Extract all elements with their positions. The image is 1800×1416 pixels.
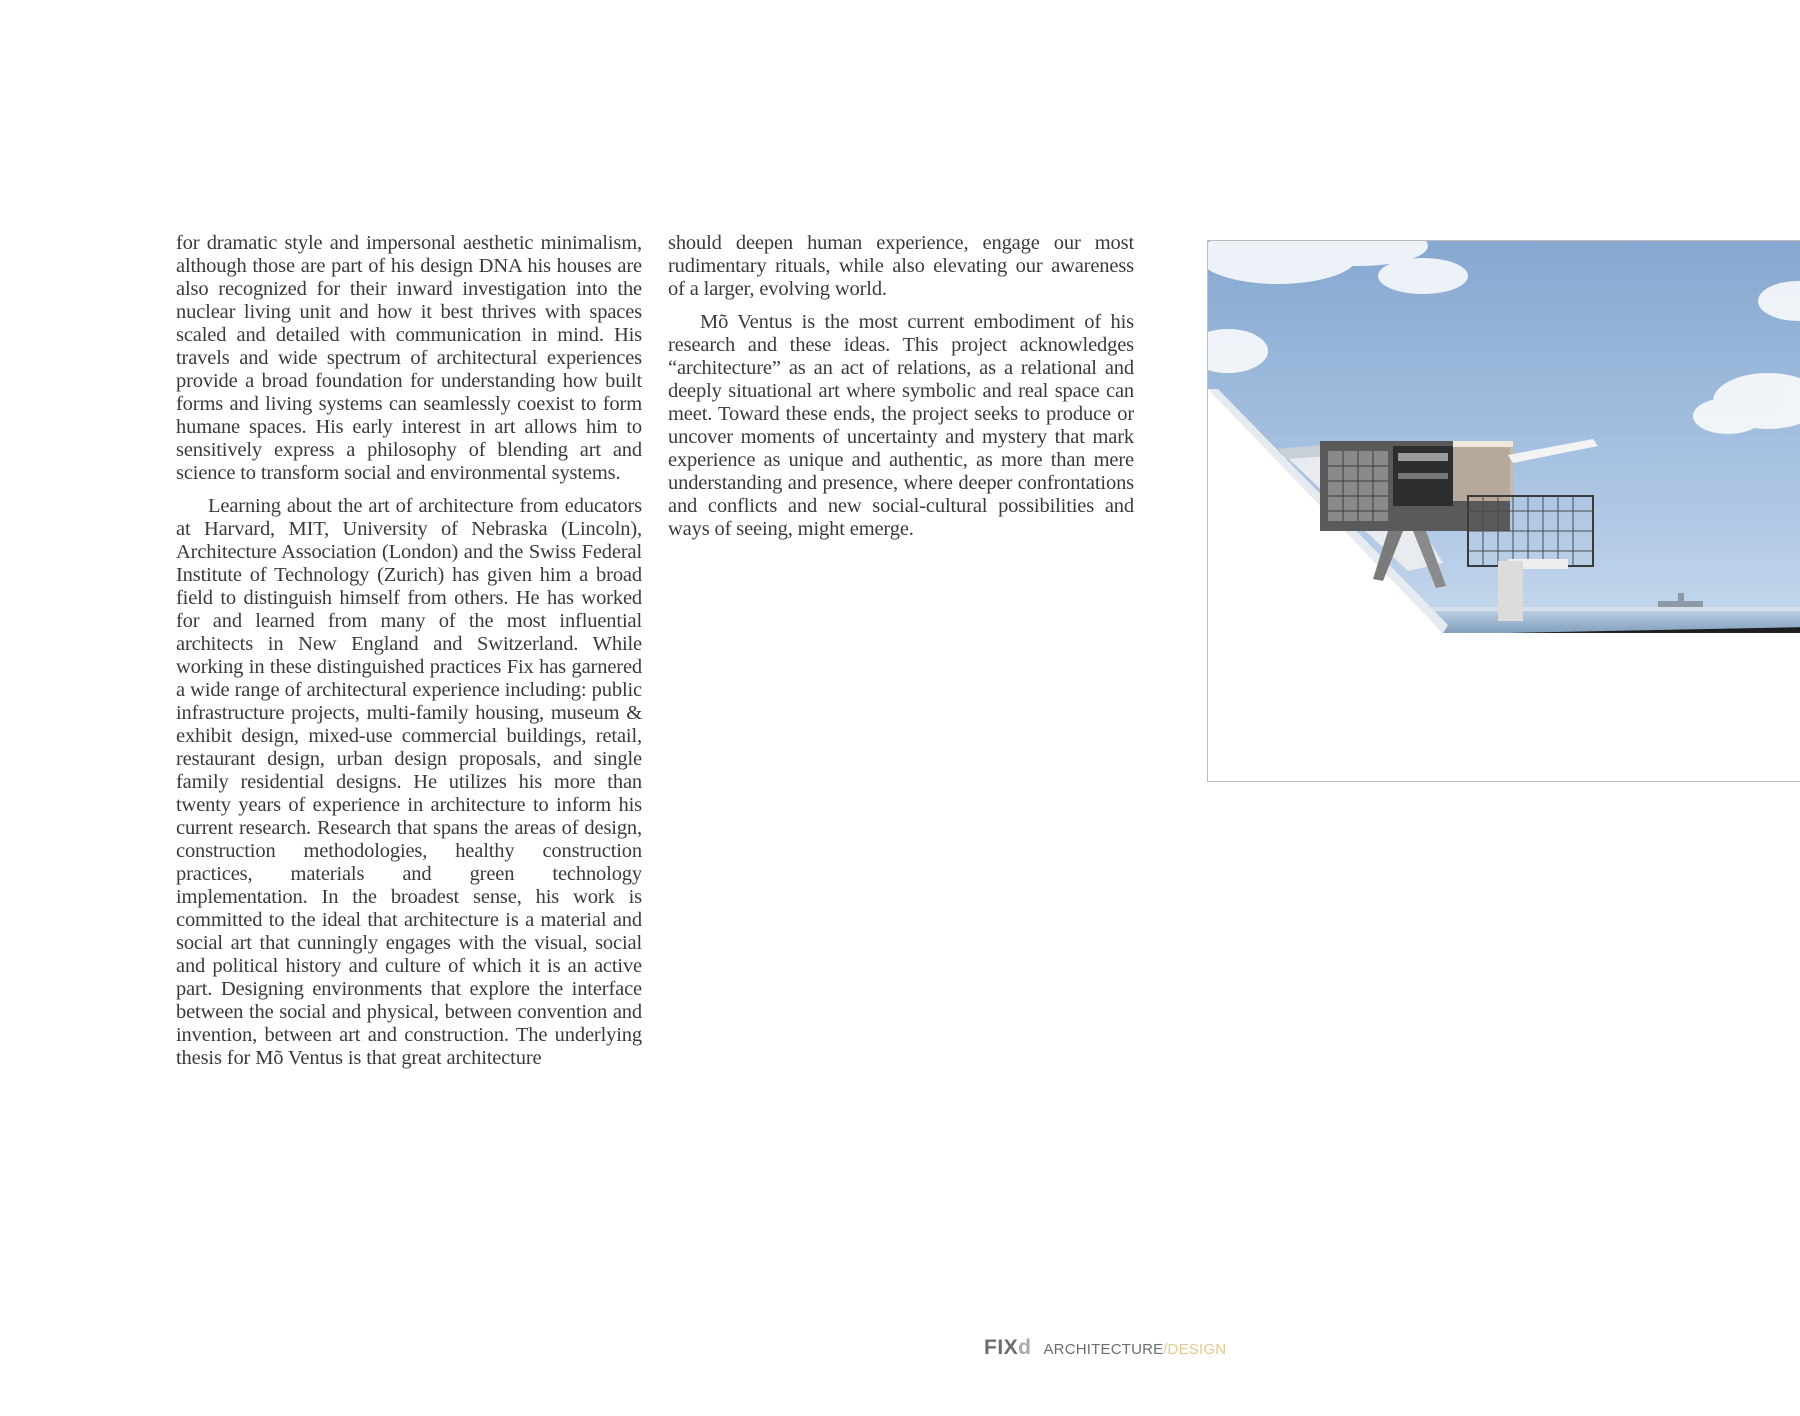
brand-logo-fix: FIX (984, 1336, 1019, 1359)
paragraph: Mõ Ventus is the most current embodiment of his research and these ideas. This project acknowledges “architecture” as an act of relations, as a relational and deeply situational art where symbolic and real space can meet. Toward these ends, the project seeks to produce or uncover moments of uncertainty and mystery that mark experience as unique and authentic, as more than mere understanding and presence, where deeper confrontations and conflicts and new social-cultural possibilities and ways of seeing, might emerge. (668, 311, 1134, 540)
paragraph: Learning about the art of architecture from educators at Harvard, MIT, University of Nebraska (Lincoln), Architecture Association (London) and the Swiss Federal Institute of Technology (Zurich) has given him a broad field to distinguish himself from others. He has worked for and learned from many of the most influential architects in New England and Switzerland. While working in these distinguished practices Fix has garnered a wide range of architectural experience including: public infrastructure projects, multi-family housing, museum & exhibit design, mixed-use commercial buildings, retail, restaurant design, urban design proposals, and single family residential designs. He utilizes his more than twenty years of experience in architecture to inform his current research. Research that spans the areas of design, construction methodologies, healthy construction practices, materials and green technology implementation. In the broadest sense, his work is committed to the ideal that architecture is a material and social art that cunningly engages with the visual, social and political history and culture of which it is an active part. Designing environments that explore the interface between the social and physical, between convention and invention, between art and construction. The underlying thesis for Mõ Ventus is that great architecture (176, 495, 642, 1069)
brand-logo-d: d (1018, 1336, 1031, 1359)
text-column-left (176, 232, 642, 1070)
architectural-rendering-image (1207, 240, 1800, 782)
paragraph: should deepen human experience, engage our most rudimentary rituals, while also elevating our awareness of a larger, evolving world. (668, 232, 1134, 300)
brand-slash: / (1163, 1341, 1168, 1358)
brand-footer (984, 1336, 1226, 1360)
paragraph: for dramatic style and impersonal aesthetic minimalism, although those are part of his design DNA his houses are also recognized for their inward investigation into the nuclear living unit and how it best thrives with spaces scaled and detailed with communication in mind. His travels and wide spectrum of architectural experiences provide a broad foundation for understanding how built forms and living systems can seamlessly coexist to form humane spaces. His early interest in art allows him to sensitively express a philosophy of blending art and science to transform social and environmental systems. (176, 232, 642, 484)
rendering-illustration (1208, 241, 1800, 781)
brand-design: DESIGN (1167, 1341, 1227, 1358)
text-column-middle (668, 232, 1134, 541)
brand-architecture: ARCHITECTURE (1043, 1341, 1164, 1358)
